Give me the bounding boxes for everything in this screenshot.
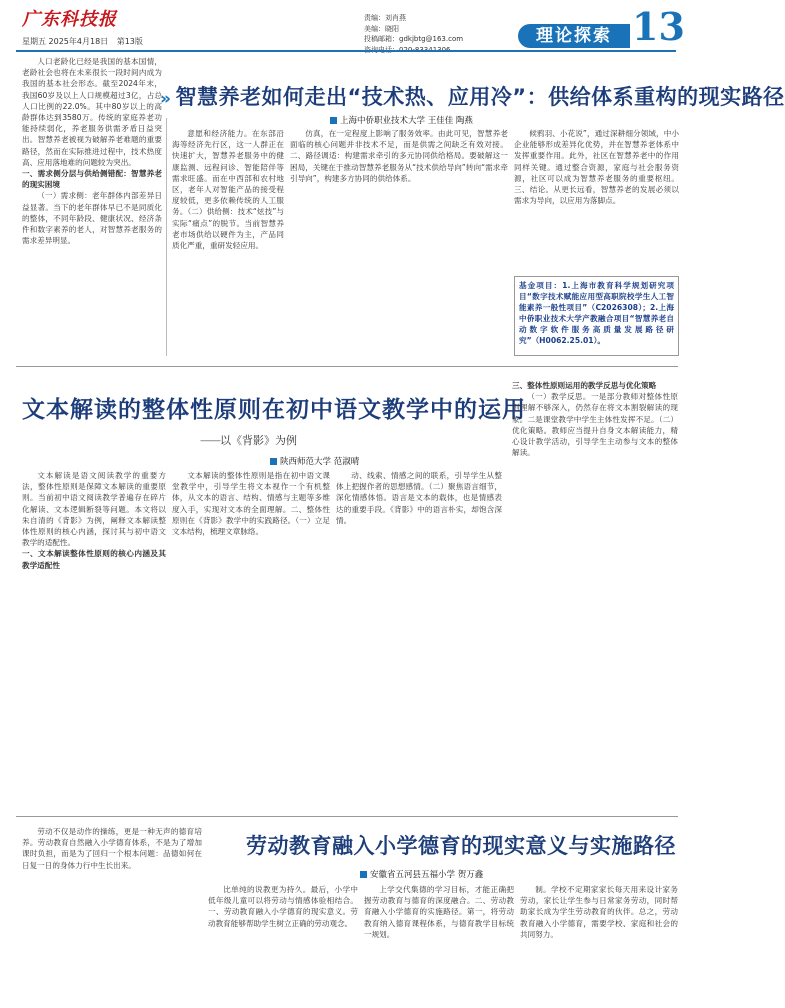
article-separator — [16, 816, 678, 817]
article2-paragraph: 文本解读的整体性原则是指在初中语文课堂教学中，引导学生将文本视作一个有机整体，从文本的语言、结构、情感与主题等多维度入手，实现对文本的全面理解。二、整体性原则在《背影》教学中的实践路径。（一）立足文本结构，梳理文章脉络。 — [172, 471, 330, 537]
article2-subheading: 一、文本解读整体性原则的核心内涵及其教学适配性 — [22, 549, 166, 570]
article2-subtitle-text: 以《背影》为例 — [220, 434, 297, 447]
article3-paragraph: 比单纯的说教更为持久。最后，小学中低年级儿童可以将劳动与情感体验相结合。一、劳动教育融入小学德育的现实意义。劳动教育能够帮助学生树立正确的劳动观念。 — [208, 885, 358, 928]
header-divider — [16, 50, 676, 52]
article2-paragraph: 文本解读是语文阅读教学的重要方法，整体性原则是保障文本解读的重要原则。当前初中语文阅读教学普遍存在碎片化解读、文本逻辑断裂等问题。本文将以朱自清的《背影》为例，阐释文本解读整体性原则的核心内涵，探讨其与初中语文教学的适配性。 — [22, 471, 166, 548]
article1-title-text: 智慧养老如何走出“技术热、应用冷”：供给体系重构的现实路径 — [175, 85, 785, 109]
article2-column-2 — [172, 470, 330, 800]
article3-column-4 — [520, 884, 678, 1002]
issue-info — [22, 36, 149, 47]
article1-title — [160, 80, 785, 114]
article1-paragraph: 仿真，在一定程度上影响了服务效率。由此可见，智慧养老面临的核心问题并非技术不足，而是供需之间缺乏有效对接。二、路径调适：构建需求牵引的多元协同供给格局。要破解这一困局，关键在于推动智慧养老服务从“技术供给导向”转向“需求牵引导向”，构建多方协同的供给体系。 — [290, 129, 508, 183]
column-divider — [166, 118, 167, 356]
subtitle-dash: —— — [200, 434, 220, 447]
article1-paragraph: 意愿和经济能力。在东部沿海等经济先行区，这一人群正在快速扩大，智慧养老服务中的健康监测、远程问诊、智能陪伴等需求旺盛。而在中西部和农村地区，老年人对智能产品的接受程度较低，更多依赖传统的人工服务。（二）供给侧：技术“炫技”与实际“痛点”的脱节。当前智慧养老市场供给以硬件为主，产品同质化严重，重研发轻应用。 — [172, 129, 284, 251]
newspaper-logo: 广东科技报 — [22, 9, 117, 30]
article1-byline-text: 上海中侨职业技术大学 王佳佳 陶燕 — [340, 116, 473, 126]
square-bullet-icon — [270, 458, 277, 465]
article2-byline-text: 陕西师范大学 范淑晴 — [280, 457, 360, 467]
funding-note: 基金项目：1.上海市教育科学规划研究项目“数字技术赋能应用型高职院校学生人工智能素养一般性项目”（C2026308）；2.上海中侨职业技术大学产教融合项目“智慧养老自动数字软件服务高质量发展路径研究”（H0062.25.01）。 — [514, 276, 679, 356]
article3-paragraph: 上学交代集德的学习目标，才能正确把握劳动教育与德育的深度融合。二、劳动教育融入小学德育的实施路径。第一，将劳动教育纳入德育课程体系，与德育教学目标统一规划。 — [364, 885, 514, 939]
article3-title: 劳动教育融入小学德育的现实意义与实施路径 — [246, 834, 676, 858]
article1-column-4 — [514, 128, 679, 274]
edition-label: 第13版 — [116, 37, 143, 46]
article2-subtitle — [200, 432, 297, 448]
article3-byline-text: 安徽省五河县五福小学 贺万鑫 — [370, 870, 484, 880]
article1-paragraph: 候鸦羽、小花说”，通过深耕细分领域，中小企业能够形成差异化优势，并在智慧养老体系中发挥重要作用。此外，社区在智慧养老中的作用同样关键。通过整合资源，家庭与社会服务资源，社区可以成为智慧养老服务的重要枢纽。三、结论。从更长远看，智慧养老的发展必须以需求为导向，以应用为落脚点。 — [514, 129, 679, 206]
editor-info — [364, 13, 504, 55]
article2-section-heading: 三、整体性原则运用的教学反思与优化策略 — [512, 381, 657, 390]
article1-paragraph: 人口老龄化已经是我国的基本国情，老龄社会也将在未来很长一段时间内成为我国的基本社会形态。截至2024年末，我国60岁及以上人口规模超过3亿，占总人口比例的22.0%。其中80岁以上的高龄群体达到3580万。传统的家庭养老功能持续弱化，养老服务供需矛盾日益突出。智慧养老被视为破解养老难题的重要路径，然而在实际推进过程中，技术热度高、应用落地难的问题较为突出。 — [22, 57, 162, 167]
article2-column-3 — [336, 470, 502, 800]
submission-email: 投稿邮箱：gdkjbtg@163.com — [364, 35, 464, 43]
article1-column-3 — [290, 128, 508, 356]
double-arrow-icon: » — [160, 89, 172, 109]
article1-subheading: 一、需求侧分层与供给侧错配：智慧养老的现实困境 — [22, 169, 162, 190]
article1-paragraph: （一）需求侧：老年群体内部差异日益显著。当下的老年群体早已不是同质化的整体，不同年龄段、健康状况、经济条件和数字素养的老人，对智慧养老服务的需求差异明显。 — [22, 191, 162, 246]
square-bullet-icon — [360, 871, 367, 878]
article3-paragraph: 劳动不仅是动作的操练，更是一种无声的德育培养。劳动教育自然融入小学德育体系，不是为了增加课时负担，而是为了回归一个根本问题：品德如何在日复一日的身体力行中生长出来。 — [22, 827, 202, 870]
article3-byline — [360, 868, 483, 880]
article2-column-1 — [22, 470, 166, 800]
article2-column-4 — [512, 380, 678, 800]
section-banner: 理论探索 — [518, 24, 630, 48]
article1-byline — [330, 114, 473, 126]
designer-name: 美编：晓阳 — [364, 24, 399, 33]
article-separator — [16, 366, 678, 367]
article2-paragraph: （一）教学反思。一是部分教师对整体性原则理解不够深入，仍然存在将文本割裂解读的现象。二是课堂教学中学生主体性发挥不足。（二）优化策略。教师应当提升自身文本解读能力，精心设计教学活动，引导学生主动参与文本的整体解读。 — [512, 392, 678, 458]
article3-column-3 — [364, 884, 514, 1002]
article2-byline — [270, 455, 359, 467]
square-bullet-icon — [330, 117, 337, 124]
article3-column-1 — [22, 826, 202, 1002]
article3-column-2 — [208, 884, 358, 1002]
page-number: 13 — [632, 4, 685, 49]
article1-column-1 — [22, 56, 162, 354]
article1-column-2 — [172, 128, 284, 356]
masthead — [22, 10, 197, 30]
article2-title: 文本解读的整体性原则在初中语文教学中的运用 — [22, 397, 526, 423]
editor-name: 责编：刘肖燕 — [364, 14, 406, 22]
issue-date: 星期五 2025年4月18日 — [22, 37, 109, 46]
article3-paragraph: 制。学校不定期家家长每天用来设计家务劳动，家长让学生参与日常家务劳动，同时帮助家长成为学生劳动教育的伙伴。总之，劳动教育融入小学德育，需要学校、家庭和社会的共同努力。 — [520, 885, 678, 939]
article2-paragraph: 动、线索、情感之间的联系，引导学生从整体上把握作者的思想感情。（二）聚焦语言细节，深化情感体悟。语言是文本的载体，也是情感表达的重要手段。《背影》中的语言朴实，却饱含深情。 — [336, 471, 502, 525]
